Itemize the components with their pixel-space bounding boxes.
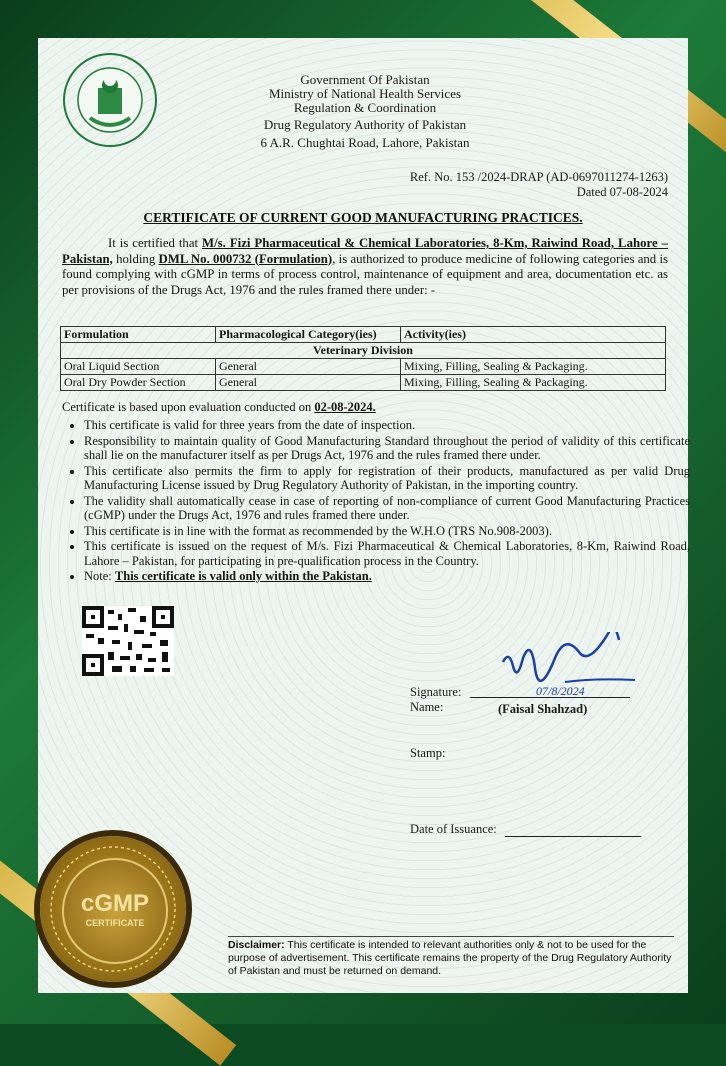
header-division: Regulation & Coordination xyxy=(293,100,437,115)
table-cell: Oral Liquid Section xyxy=(61,359,216,375)
name-label: Name: xyxy=(410,700,444,714)
intro-part1: It is certified that xyxy=(108,236,203,250)
table-header: Pharmacological Category(ies) xyxy=(216,327,401,343)
table-header: Activity(ies) xyxy=(401,327,666,343)
table-row xyxy=(61,359,666,375)
header-government: Government Of Pakistan xyxy=(300,72,430,87)
name-value: (Faisal Shahzad) xyxy=(498,702,588,716)
intro-paragraph xyxy=(62,236,668,298)
list-item: • The validity shall automatically cease in case of reporting of non-compliance of current Good Manufacturing Practices (cGMP) under the Drugs Act, 1976 and rules framed there under. xyxy=(84,494,690,523)
list-item: • This certificate is in line with the format as recommended by the W.H.O (TRS No.908-2003). xyxy=(84,524,690,539)
table-row xyxy=(61,375,666,391)
table-header-row xyxy=(61,327,666,343)
list-item: • This certificate also permits the firm to apply for registration of their products, manufactured as per valid Drug Manufacturing License issued by Drug Regulatory Authority of Pakistan, in the importing country. xyxy=(84,464,690,493)
list-item: • Responsibility to maintain quality of Good Manufacturing Standard throughout the period of validity of this certificate shall lie on the manufacturer itself as per Drugs Act, 1976 and the rules framed there under. xyxy=(84,434,690,463)
seal-main-text: cGMP xyxy=(80,890,149,917)
certificate-title: CERTIFICATE OF CURRENT GOOD MANUFACTURING PRACTICES. xyxy=(143,210,583,225)
table-cell: Mixing, Filling, Sealing & Packaging. xyxy=(401,359,666,375)
table-cell: General xyxy=(216,359,401,375)
header-authority: Drug Regulatory Authority of Pakistan xyxy=(263,117,467,132)
drap-emblem-icon xyxy=(60,50,160,150)
header-ministry: Ministry of National Health Services xyxy=(268,86,462,101)
intro-part3: , is authorized to produce medicine of following categories and is found complying with cGMP in terms of process control, maintenance of equipment and area, documentation etc. as per provisions of the Drugs Act, 1976 and the rules framed there under: - xyxy=(62,251,668,297)
seal-center xyxy=(62,858,168,964)
table-division-row xyxy=(61,343,666,359)
note-label: Note: xyxy=(84,569,115,583)
formulation-table xyxy=(60,326,666,391)
table-cell: Oral Dry Powder Section xyxy=(61,375,216,391)
table-cell: Mixing, Filling, Sealing & Packaging. xyxy=(401,375,666,391)
list-item: • This certificate is valid for three years from the date of inspection. xyxy=(84,418,690,433)
stamp-label: Stamp: xyxy=(410,746,446,760)
qr-code-icon xyxy=(82,606,174,676)
disclaimer-text: This certificate is intended to relevant authorities only & not to be used for the purpose of advertisement. This certificate remains the property of the Drug Regulatory Authority of Pakistan and must be returned on demand. xyxy=(228,939,672,977)
evaluation-text: Certificate is based upon evaluation conducted on xyxy=(62,400,315,414)
date-of-issuance-line xyxy=(505,836,641,837)
header-address: 6 A.R. Chughtai Road, Lahore, Pakistan xyxy=(260,135,470,150)
seal-sub-text: CERTIFICATE xyxy=(85,918,145,928)
list-item: • This certificate is issued on the request of M/s. Fizi Pharmaceutical & Chemical Laboratories, 8-Km, Raiwind Road, Lahore – Pakistan, for participating in pre-qualification process in the Country. xyxy=(84,539,690,568)
date-of-issuance-label: Date of Issuance: xyxy=(410,822,497,836)
table-header: Formulation xyxy=(61,327,216,343)
disclaimer xyxy=(228,936,674,978)
division-label: Veterinary Division xyxy=(61,343,666,359)
intro-licence: DML No. 000732 (Formulation) xyxy=(158,251,333,266)
reference-block xyxy=(410,170,668,200)
intro-company: M/s. Fizi Pharmaceutical & Chemical Laboratories, 8-Km, Raiwind Road, Lahore – Pakistan, xyxy=(62,236,668,266)
table-cell: General xyxy=(216,375,401,391)
conditions-list xyxy=(62,418,690,585)
handwritten-date: 07/8/2024 xyxy=(536,684,585,698)
reference-number: Ref. No. 153 /2024-DRAP (AD-0697011274-1263) xyxy=(409,170,668,184)
reference-date: Dated 07-08-2024 xyxy=(576,185,668,199)
intro-part2: holding xyxy=(112,251,159,266)
evaluation-date: 02-08-2024. xyxy=(314,400,376,414)
signature-label: Signature: xyxy=(410,685,462,699)
note-text: This certificate is valid only within the Pakistan. xyxy=(114,569,372,583)
cgmp-seal xyxy=(40,836,186,982)
evaluation-line xyxy=(62,400,376,415)
disclaimer-label: Disclaimer: xyxy=(228,939,285,951)
note-item xyxy=(84,569,690,584)
